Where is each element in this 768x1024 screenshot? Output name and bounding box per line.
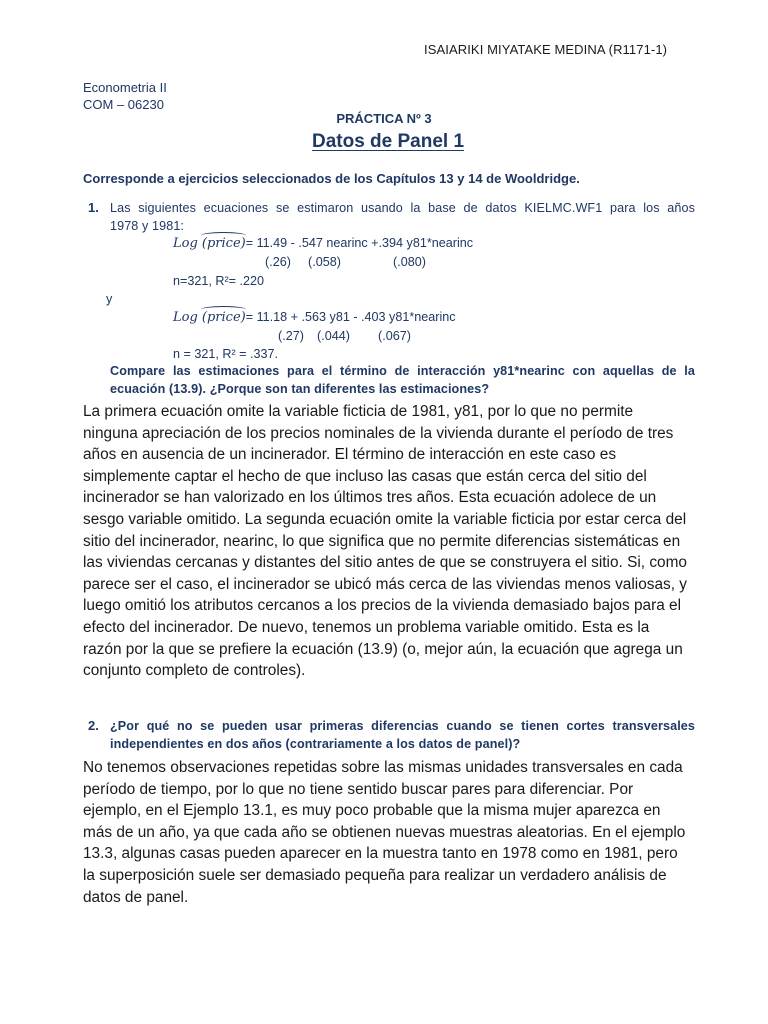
equation-1-se-2: (.058) bbox=[308, 255, 341, 269]
equation-1-se-3: (.080) bbox=[393, 255, 426, 269]
question-1-prompt-line-1: Compare las estimaciones para el término de interacción y81*nearinc con aquellas de la bbox=[110, 364, 695, 378]
document-title: Datos de Panel 1 bbox=[311, 131, 465, 152]
answer-1-line: efecto del incinerador. De nuevo, tenemos un problema variable omitido. Esta es la bbox=[83, 618, 650, 636]
answer-2-line: período de tiempo, por lo que no tiene sentido buscar pares para diferenciar. Por bbox=[83, 780, 634, 798]
answer-1-line: ninguna apreciación de los precios nominales de la vivienda durante el período de tres bbox=[83, 424, 674, 442]
course-code: COM – 06230 bbox=[83, 97, 164, 112]
equation-1-rhs: = 11.49 - .547 nearinc +.394 y81*nearinc bbox=[245, 236, 474, 250]
answer-1-line: La primera ecuación omite la variable ficticia de 1981, y81, por lo que no permite bbox=[83, 403, 634, 420]
equation-2-se-2: (.044) bbox=[317, 329, 350, 343]
question-1-number: 1. bbox=[88, 200, 99, 215]
answer-1-line: años en ausencia de un incinerador. El término de interacción en este caso es bbox=[83, 446, 617, 464]
answer-2-line: la superposición suele ser demasiado pequeña para realizar un verdadero análisis de bbox=[83, 866, 667, 884]
answer-1-line: las viviendas cercanas y distantes del sitio antes de que se construyera el sitio. Si, como bbox=[83, 554, 687, 572]
equation-2 bbox=[173, 310, 456, 325]
answer-1-line: sesgo variable omitido. La segunda ecuación omite la variable ficticia por estar cerca del bbox=[83, 510, 687, 528]
equation-1-lhs: Log (price) bbox=[173, 236, 246, 251]
answer-1 bbox=[83, 401, 693, 682]
answer-2-line: 13.3, algunas casas pueden aparecer en la muestra tanto en 1978 como en 1981, pero bbox=[83, 845, 678, 863]
equation-1-se-1: (.26) bbox=[265, 255, 291, 269]
question-2-number: 2. bbox=[88, 718, 99, 733]
question-2-line-2: independientes en dos años (contrariamente a los datos de panel)? bbox=[110, 737, 521, 751]
answer-1-line: sitio del incinerador, nearinc, lo que significa que no permite diferencias sistemáticas en bbox=[83, 532, 681, 550]
answer-1-line: luego omitió los atributos cercanos a los precios de la vivienda demasiado bajos para el bbox=[83, 597, 682, 615]
equation-2-lhs: Log (price) bbox=[173, 310, 246, 325]
answer-2-line: datos de panel. bbox=[83, 888, 189, 906]
question-1-line-2: 1978 y 1981: bbox=[110, 219, 185, 233]
answer-1-line: razón por la que se prefiere la ecuación (13.9) (o, mejor aún, la ecuación que agrega un bbox=[83, 640, 683, 658]
answer-1-line: simplemente captar el hecho de que incluso las casas que están cerca del sitio del bbox=[83, 467, 647, 485]
equation-2-se-1: (.27) bbox=[278, 329, 304, 343]
equation-2-se-3: (.067) bbox=[378, 329, 411, 343]
equation-2-stats: n = 321, R² = .337. bbox=[173, 347, 279, 361]
equation-1 bbox=[173, 236, 473, 251]
course-name: Econometria II bbox=[83, 80, 167, 95]
answer-2-line: No tenemos observaciones repetidas sobre las mismas unidades transversales en cada bbox=[83, 759, 683, 776]
course-info bbox=[83, 79, 167, 113]
answer-1-line: parece ser el caso, el incinerador se ubicó más cerca de las viviendas menos valiosas, y bbox=[83, 575, 687, 593]
author-name: ISAIARIKI MIYATAKE MEDINA (R1171-1) bbox=[424, 42, 668, 57]
answer-2-line: ejemplo, en el Ejemplo 13.1, es muy poco probable que la misma mujer aparezca en bbox=[83, 802, 661, 820]
answer-2-line: más de un año, ya que cada año se obtienen nuevas muestras aleatorias. En el ejemplo bbox=[83, 823, 686, 841]
answer-2 bbox=[83, 757, 693, 908]
connector-y: y bbox=[106, 292, 113, 306]
equation-2-rhs: = 11.18 + .563 y81 - .403 y81*nearinc bbox=[245, 310, 456, 324]
document-subtitle: Corresponde a ejercicios seleccionados de los Capítulos 13 y 14 de Wooldridge. bbox=[83, 171, 580, 186]
question-2-line-1: ¿Por qué no se pueden usar primeras diferencias cuando se tienen cortes transversales bbox=[110, 719, 695, 733]
practice-number: PRÁCTICA Nº 3 bbox=[336, 111, 432, 126]
question-1-line-1: Las siguientes ecuaciones se estimaron usando la base de datos KIELMC.WF1 para los años bbox=[110, 201, 695, 215]
answer-1-line: incinerador se han valorizado en los últimos tres años. Esta ecuación adolece de un bbox=[83, 489, 657, 507]
answer-1-line: conjunto completo de controles). bbox=[83, 662, 306, 680]
equation-1-stats: n=321, R²= .220 bbox=[173, 274, 265, 288]
question-1-prompt-line-2: ecuación (13.9). ¿Porque son tan diferentes las estimaciones? bbox=[110, 382, 490, 396]
